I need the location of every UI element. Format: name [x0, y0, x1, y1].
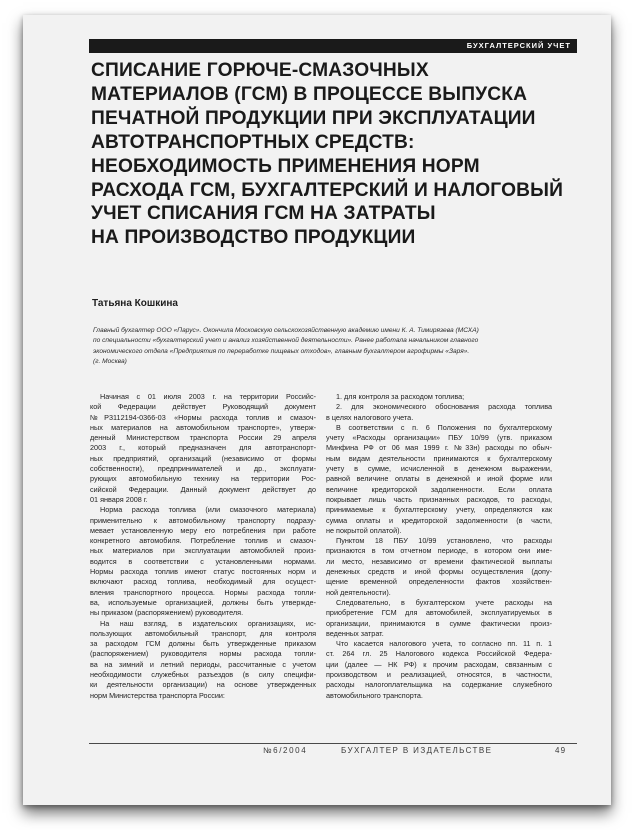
headline-line: МАТЕРИАЛОВ (ГСМ) В ПРОЦЕССЕ ВЫПУСКА: [91, 83, 528, 105]
body-text-line: кой Федерации действует Руководящий документ: [90, 402, 316, 412]
body-text-line: Что касается налогового учета, то согласно пп. 11 п. 1: [336, 639, 552, 649]
body-column-left: [90, 392, 316, 701]
magazine-page: [23, 15, 611, 805]
body-text-line: учету «Расходы организации» ПБУ 10/99 (утв. приказом: [326, 433, 552, 443]
body-text-line: №Р3112194-0366-03 «Нормы расхода топлив и смазоч-: [90, 412, 316, 422]
body-text-line: необходимости служебных разъездов (в силу специфи-: [90, 670, 316, 680]
body-text-line: покрывает лишь часть признанных расходов, то расходы,: [326, 494, 552, 504]
bio-line: экономического отдела «Предприятия по переработке пищевых отходов», главным бухгалтером агрофирмы «Заря».: [93, 347, 470, 355]
body-text-line: денный Министерством транспорта России 29 апреля: [90, 433, 316, 443]
bio-line: Главный бухгалтер ООО «Парус». Окончила Московскую сельскохозяйственную академию имени К. А. Тимирязева (МСХА): [93, 327, 479, 334]
body-text-line: ных материалов при эксплуатации автомобилей произ-: [90, 546, 316, 556]
page-number: 49: [555, 746, 567, 755]
issue-number: №6/2004: [263, 746, 308, 755]
body-text-line: ки деятельности организации) на основе утвержденных: [90, 680, 316, 690]
body-text-line: вления транспортного процесса. Нормы расхода топли-: [90, 587, 316, 597]
section-header-bar: [89, 39, 577, 53]
body-text-line: Начиная с 01 июля 2003 г. на территории Российс-: [100, 392, 316, 401]
body-text-line: конкретного автомобиля. Потребление топлив и смазоч-: [90, 536, 316, 546]
headline-line: АВТОТРАНСПОРТНЫХ СРЕДСТВ:: [91, 131, 415, 153]
body-text-line: ных предприятий, организаций (независимо от формы: [90, 453, 316, 463]
body-text-line: Следовательно, в бухгалтерском учете расходы на: [336, 597, 552, 607]
body-text-line: веденных затрат.: [326, 628, 384, 638]
body-text-line: признаются в том отчетном периоде, в котором они име-: [326, 546, 552, 556]
journal-title: БУХГАЛТЕР В ИЗДАТЕЛЬСТВЕ: [341, 746, 493, 755]
headline-line: РАСХОДА ГСМ, БУХГАЛТЕРСКИЙ И НАЛОГОВЫЙ: [91, 179, 564, 201]
headline-line: УЧЕТ СПИСАНИЯ ГСМ НА ЗАТРАТЫ: [91, 203, 436, 225]
headline-line: НА ПРОИЗВОДСТВО ПРОДУКЦИИ: [91, 227, 416, 249]
body-text-line: ли место, независимо от времени фактической выплаты: [326, 556, 552, 566]
body-text-line: Нормы расхода топлив имеют статус постоянных норм и: [90, 567, 316, 577]
body-text-line: норм Министерства транспорта России:: [90, 690, 225, 700]
body-text-line: рующих автомобильную технику на территории Рос-: [90, 474, 316, 484]
author-name: Татьяна Кошкина: [92, 298, 178, 309]
body-text-line: применительно к автомобильному транспорту подразу-: [90, 515, 316, 525]
body-text-line: ции (далее — НК РФ) к прочим расходам, связанным с: [326, 659, 552, 669]
body-text-line: ва на зимний и летний периоды, рассчитанные с учетом: [90, 659, 316, 669]
body-text-line: Норма расхода топлива (или смазочного материала): [100, 505, 316, 515]
section-rubric: БУХГАЛТЕРСКИЙ УЧЕТ: [466, 41, 571, 50]
body-text-line: производством и реализацией, относятся, в частности,: [326, 670, 552, 680]
body-text-line: ст. 264 гл. 25 Налогового кодекса Российской Федера-: [326, 649, 552, 659]
body-text-line: водится в соответствии с установленными нормами.: [90, 556, 316, 566]
body-text-line: ным видам деятельности принимаются к бухгалтерскому: [326, 453, 552, 463]
headline-line: НЕОБХОДИМОСТЬ ПРИМЕНЕНИЯ НОРМ: [91, 155, 480, 177]
footer-rule: [89, 743, 577, 744]
body-text-line: организации, принимаются в сумме фактически произ-: [326, 618, 552, 628]
body-text-line: принимаемые к бухгалтерскому учету, определяются как: [326, 505, 552, 515]
body-text-line: в целях налогового учета.: [326, 412, 414, 422]
body-text-line: В соответствии с п. 6 Положения по бухгалтерскому: [336, 422, 552, 432]
body-text-line: денежных средств и иной формы осуществления (допу-: [326, 567, 552, 577]
body-text-line: равной величине оплаты в денежной и иной форме или: [326, 474, 552, 484]
body-text-line: собственности), предпринимателей и др., эксплуати-: [90, 464, 316, 474]
body-text-line: (распоряжением) руководителя нормы расхода топли-: [90, 649, 316, 659]
body-text-line: ной деятельности).: [326, 587, 391, 597]
body-text-line: мевает установленную меру его потребления при работе: [90, 525, 316, 535]
body-text-line: ных материалов на автомобильном транспорте», утверж-: [90, 422, 316, 432]
article-headline: [91, 59, 581, 250]
headline-line: СПИСАНИЕ ГОРЮЧЕ-СМАЗОЧНЫХ: [91, 60, 429, 81]
body-text-line: пользующих автомобильный транспорт, для контроля: [90, 628, 316, 638]
body-text-line: величине кредиторской задолженности. Если оплата: [326, 484, 552, 494]
bio-line: (г. Москва): [93, 357, 127, 365]
body-text-line: за расходом ГСМ должны быть утвержденные приказом: [90, 639, 316, 649]
body-column-right: [326, 392, 552, 701]
body-text-line: не покрытой оплатой).: [326, 525, 402, 535]
body-text-line: ва, используемые организацией, должны быть утвержде-: [90, 597, 316, 607]
author-bio: [93, 326, 563, 367]
body-text-line: 2. для экономического обоснования расхода топлива: [336, 402, 552, 412]
body-text-line: щение временной определенности фактов хозяйствен-: [326, 577, 552, 587]
body-text-line: Пунктом 18 ПБУ 10/99 установлено, что расходы: [336, 536, 552, 546]
headline-line: ПЕЧАТНОЙ ПРОДУКЦИИ ПРИ ЭКСПЛУАТАЦИИ: [91, 107, 536, 129]
body-text-line: приобретение ГСМ для автомобилей, эксплуатируемых в: [326, 608, 552, 618]
bio-line: по специальности «бухгалтерский учет и анализ хозяйственной деятельности». Ранее работала начальником главного: [93, 337, 479, 345]
body-text-line: автомобильного транспорта.: [326, 690, 423, 700]
body-text-line: сийской Федерации. Данный документ действует до: [90, 484, 316, 494]
body-text-line: учету в сумме, исчисленной в денежном выражении,: [326, 464, 552, 474]
body-text-line: сумма оплаты и кредиторской задолженности (в части,: [326, 515, 552, 525]
body-text-line: 2003 г., который предназначен для автотранспорт-: [90, 443, 316, 453]
body-text-line: Минфина РФ от 06 мая 1999 г. №33н) расходы по обыч-: [326, 443, 552, 453]
body-text-line: 1. для контроля за расходом топлива;: [336, 392, 465, 401]
body-text-line: 01 января 2008 г.: [90, 494, 148, 504]
body-text-line: ны приказом (распоряжением) руководителя.: [90, 608, 244, 618]
body-text-line: включают расход топлива, необходимый для осущест-: [90, 577, 316, 587]
body-text-line: расходы налогоплательщика на содержание служебного: [326, 680, 552, 690]
body-text-line: На наш взгляд, в издательских организациях, ис-: [100, 618, 316, 628]
